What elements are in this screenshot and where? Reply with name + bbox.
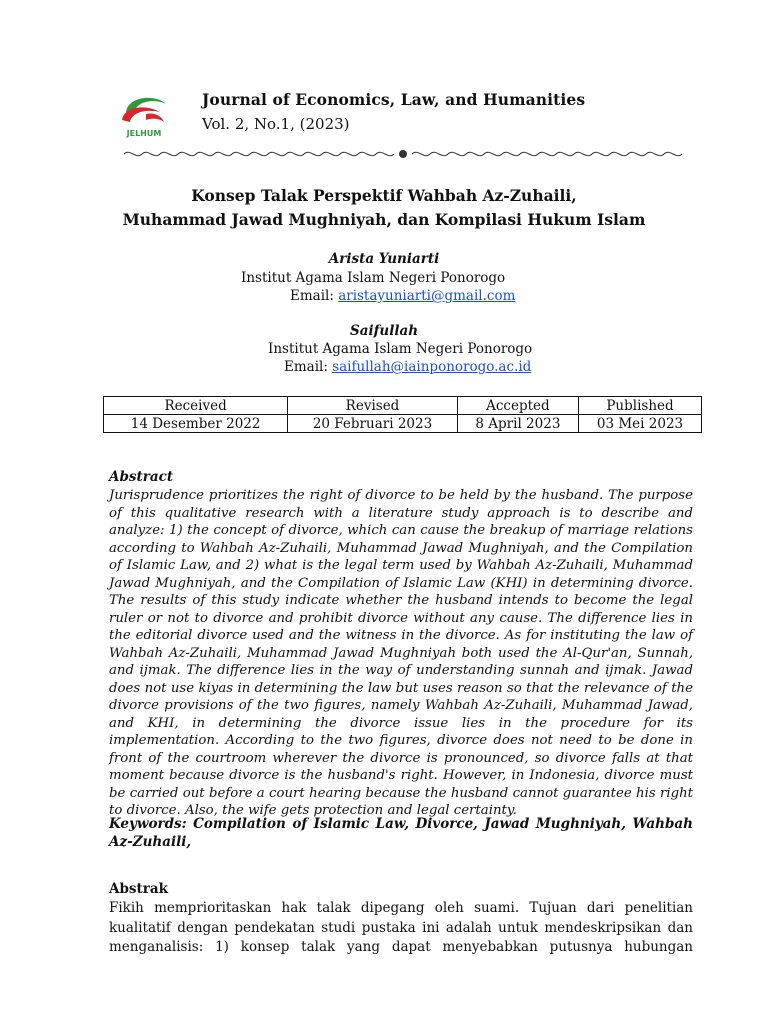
author-1-email-link[interactable]: aristayuniarti@gmail.com [338, 288, 516, 304]
abstract-heading: Abstract [109, 469, 174, 485]
journal-volume: Vol. 2, No.1, (2023) [202, 115, 350, 133]
jelhum-logo [116, 90, 172, 140]
ornament-divider [120, 147, 686, 161]
title-line-2: Muhammad Jawad Mughniyah, dan Kompilasi Hukum Islam [122, 210, 646, 229]
received-date: 14 Desember 2022 [104, 415, 288, 433]
accepted-date: 8 April 2023 [457, 415, 578, 433]
dates-value-row [104, 415, 702, 433]
revised-date: 20 Februari 2023 [288, 415, 458, 433]
author-2-email-label: Email: [284, 359, 328, 375]
author-1-email-label: Email: [290, 288, 334, 304]
published-header: Published [579, 397, 702, 415]
dates-header-row [104, 397, 702, 415]
author-1-name: Arista Yuniarti [328, 251, 440, 267]
author-2-email-line [284, 359, 531, 375]
author-2-affiliation: Institut Agama Islam Negeri Ponorogo [268, 341, 533, 357]
author-2-email-link[interactable]: saifullah@iainponorogo.ac.id [332, 359, 532, 375]
accepted-header: Accepted [457, 397, 578, 415]
title-line-1: Konsep Talak Perspektif Wahbah Az-Zuhaili, [191, 186, 577, 205]
author-2-name: Saifullah [349, 323, 419, 339]
journal-title: Journal of Economics, Law, and Humanities [202, 90, 586, 109]
author-1-email-line [290, 288, 515, 304]
logo-icon [116, 90, 172, 140]
abstrak-heading: Abstrak [109, 881, 168, 897]
abstract-body: Jurisprudence prioritizes the right of divorce to be held by the husband. The purpose of this qualitative research with a literature study approach is to describe and analyze: 1) the concept of divorce, which can cause the breakup of marriage relations according to Wahbah Az-Zuhaili, Muhammad Jawad Mughniyah, and the Compilation of Islamic Law, and 2) what is the legal term used by Wahbah Az-Zuhaili, Muhammad Jawad Mughniyah, and the Compilation of Islamic Law (KHI) in determining divorce. The results of this study indicate whether the husband intends to become the legal ruler or not to divorce and prohibit divorce without any cause. The difference lies in the editorial divorce used and the witness in the divorce. As for instituting the law of Wahbah Az-Zuhaili, Muhammad Jawad Mughniyah both used the Al-Qur'an, Sunnah, and ijmak. The difference lies in the way of understanding sunnah and ijmak. Jawad does not use kiyas in determining the law but uses reason so that the relevance of the divorce provisions of the two figures, namely Wahbah Az-Zuhaili, Muhammad Jawad, and KHI, in determining the divorce issue lies in the procedure for its implementation. According to the two figures, divorce does not need to be done in front of the courtroom wherever the divorce is pronounced, so divorce falls at that moment because divorce is the husband's right. However, in Indonesia, divorce must be carried out before a court hearing because the husband cannot guarantee his right to divorce. Also, the wife gets protection and legal certainty. [109, 488, 693, 818]
logo-text: JELHUM [126, 129, 162, 138]
keywords: Keywords: Compilation of Islamic Law, Divorce, Jawad Mughniyah, Wahbah Az-Zuhaili, [109, 816, 693, 850]
abstrak-body: Fikih memprioritaskan hak talak dipegang oleh suami. Tujuan dari penelitian kualitatif dengan pendekatan studi pustaka ini adalah untuk mendeskripsikan dan menganalisis: 1) konsep talak yang dapat menyebabkan putusnya hubungan [109, 900, 693, 955]
revised-header: Revised [288, 397, 458, 415]
paper-title [100, 184, 668, 232]
dates-table [103, 396, 702, 433]
author-1-affiliation: Institut Agama Islam Negeri Ponorogo [241, 270, 506, 286]
received-header: Received [104, 397, 288, 415]
published-date: 03 Mei 2023 [579, 415, 702, 433]
